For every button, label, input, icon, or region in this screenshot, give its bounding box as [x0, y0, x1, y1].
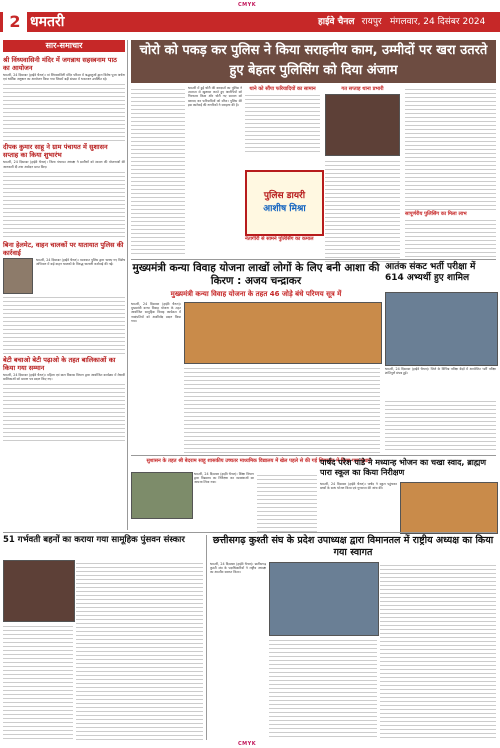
portrait-photo [3, 258, 33, 294]
sidebar-body: धमतरी, 24 दिसम्बर (हाईवे चैनल)। महिला एवं बाल विकास विभाग द्वारा आयोजित कार्यक्रम में मेधावी बालिकाओं को प्रमाण पत्र प्रदान किए गए। [3, 372, 125, 382]
text-block [385, 398, 496, 453]
column-divider [127, 40, 128, 530]
city-text: रायपुर [361, 17, 382, 27]
story-body: धमतरी, 24 दिसम्बर (हाईवे चैनल)। जिले के विभिन्न परीक्षा केंद्रों में आयोजित भर्ती परीक्षा शांतिपूर्ण संपन्न हुई। [385, 367, 496, 376]
main-story-column [131, 86, 185, 256]
section-divider [131, 455, 496, 456]
sidebar-text-block [3, 81, 125, 141]
section-divider [3, 532, 496, 533]
main-story-headline: चोरो को पकड़ कर पुलिस ने किया सराहनीय काम, उम्मीदों पर खरा उतरते हुए बेहतर पुलिसिंग को दिया अंजाम [131, 40, 496, 83]
main-subheads [245, 86, 320, 152]
sidebar-headline: बिना हेलमेट, वाहन चालकों पर यातायात पुलिस की कार्रवाई [3, 240, 124, 257]
sidebar-text-block [3, 381, 125, 441]
subhead: गत सप्ताह थाना प्रभारी [341, 86, 384, 92]
main-story-body: धमतरी में हुई चोरी की वारदातों का पुलिस ने तत्परता से खुलासा करते हुए आरोपियों को गिरफ्तार किया और चोरी गए सामान को बरामद कर फरियादियों को सौंपा। पुलिस की इस कार्रवाई की नागरिकों ने सराहना की है। [188, 86, 242, 107]
text-block [184, 365, 380, 453]
story-subheadline: मुख्यमंत्री कन्या विवाह योजना के तहत 46 जोड़े बंधे परिणय सूत्र में [170, 290, 342, 298]
sidebar-headline: श्री विंध्यवासिनी मंदिर में जगन्नाथ सहस्त्रनाम पाठ का आयोजन [3, 56, 117, 72]
school-photo [131, 472, 193, 519]
story-headline: छत्तीसगढ़ कुश्ती संघ के प्रदेश उपाध्यक्ष द्वारा विमानतल में राष्ट्रीय अध्यक्ष का किया गया स्वागत [212, 535, 494, 558]
story-headline: मुख्यमंत्री कन्या विवाह योजना लाखों लोगों के लिए बनी आशा की किरण : अजय चन्द्राकर [132, 262, 380, 287]
text-block [325, 158, 400, 262]
text-block [380, 562, 496, 738]
news-photo [325, 94, 400, 156]
color-registration-mark: CMYK [238, 2, 257, 8]
airport-photo [269, 562, 379, 636]
sidebar-headline: दीपक कुमार साहू ने ग्राम पंचायत में सुशासन सप्ताह का किया शुभारंभ [3, 143, 108, 160]
story-headline: सुशासन के तहत श्री बेदराम साहू शासकीय उच्चतर माध्यमिक विद्यालय में खेल पहले से की गई शिकायत में किया गया सुधार [146, 458, 371, 464]
page-number: 2 [3, 12, 27, 32]
exam-photo [385, 292, 498, 366]
sidebar-news-column [3, 54, 125, 529]
text-block [405, 86, 496, 211]
sidebar-text-block [3, 169, 125, 239]
story-headline: 51 गर्भवती बहनों का कराया गया सामूहिक पुंसवन संस्कार [3, 535, 185, 545]
paper-name-text: हाईवे चैनल [318, 17, 355, 27]
text-block [269, 637, 377, 737]
subhead: सापूर्णरीय पुलिसिंग का मिला लाभ [405, 211, 467, 217]
story-body: धमतरी, 24 दिसम्बर (हाईवे चैनल)। पार्षद ने स्कूल पहुंचकर बच्चों के साथ भोजन किया एवं गुणवत्ता की जांच की। [320, 482, 397, 491]
column-divider [206, 535, 207, 740]
subhead: नेतागीरी से सामने पुलिसिंग का कमाल [245, 236, 314, 242]
midday-meal-photo [400, 482, 498, 534]
sidebar-body: धमतरी, 24 दिसम्बर (हाईवे चैनल)। मां विंध्यवासिनी मंदिर परिसर में श्रद्धालुओं द्वारा विशेष पूजा अर्चना एवं धार्मिक अनुष्ठान का आयोजन किया गया जिसमें बड़ी संख्या में भक्तजन उपस्थित रहे। [3, 73, 125, 82]
subhead: थाने को सौंपा फरियादियों का सामान [249, 86, 316, 92]
sidebar-headline: बेटी बचाओ बेटी पढ़ाओ के तहत बालिकाओं का किया गया सम्मान [3, 355, 116, 372]
text-block [257, 472, 317, 532]
issue-date: मंगलवार, 24 दिसंबर 2024 [390, 17, 486, 27]
story-body: धमतरी, 24 दिसम्बर (हाईवे चैनल)। शिक्षा विभाग द्वारा विद्यालय का निरीक्षण कर व्यवस्थाओं का जायजा लिया गया। [194, 472, 254, 485]
story-body: धमतरी, 24 दिसम्बर (हाईवे चैनल)। छत्तीसगढ़ कुश्ती संघ के पदाधिकारियों ने राष्ट्रीय अध्यक्ष का आत्मीय स्वागत किया। [210, 562, 266, 575]
ceremony-photo [3, 560, 75, 622]
sidebar-text-block [3, 294, 125, 354]
newspaper-name [318, 14, 382, 30]
main-col-4 [325, 86, 400, 262]
story-headline: आतंक संकट भर्ती परीक्षा में 614 अभ्यर्थी हुए शामिल [385, 262, 476, 283]
text-block [3, 623, 73, 740]
text-block [76, 560, 203, 740]
main-col-5 [405, 86, 496, 257]
text-block [245, 92, 320, 152]
sidebar-body: धमतरी, 24 दिसम्बर (हाईवे चैनल)। यातायात पुलिस द्वारा चलाए गए विशेष अभियान में कई वाहन चालकों के विरुद्ध चालानी कार्रवाई की गई। [36, 257, 125, 267]
logo-title: पुलिस डायरी [263, 191, 306, 201]
sidebar-title: सार-समाचार [3, 40, 125, 52]
story-body: धमतरी, 24 दिसम्बर (हाईवे चैनल)। मुख्यमंत्री कन्या विवाह योजना के तहत आयोजित सामूहिक विवाह कार्यक्रम में नवदंपतियों को आशीर्वाद प्रदान किया गया। [131, 302, 181, 323]
section-divider [131, 259, 496, 260]
logo-author: आशीष मिश्रा [263, 204, 306, 214]
wedding-photo [184, 302, 382, 364]
story-headline: पार्षद परेश पांडे ने मध्यान्ह भोजन का चखा स्वाद, ब्राह्मण पारा स्कूल का किया निरीक्षण [320, 458, 487, 477]
police-diary-logo [245, 170, 324, 236]
text-block [405, 217, 496, 257]
color-registration-mark: CMYK [238, 741, 257, 747]
section-title: धमतरी [30, 14, 65, 30]
sidebar-body: धमतरी, 24 दिसम्बर (हाईवे चैनल)। जिला पंचायत अध्यक्ष ने ग्रामीणों को शासन की योजनाओं की जानकारी दी तथा आवेदन प्राप्त किए। [3, 160, 125, 169]
